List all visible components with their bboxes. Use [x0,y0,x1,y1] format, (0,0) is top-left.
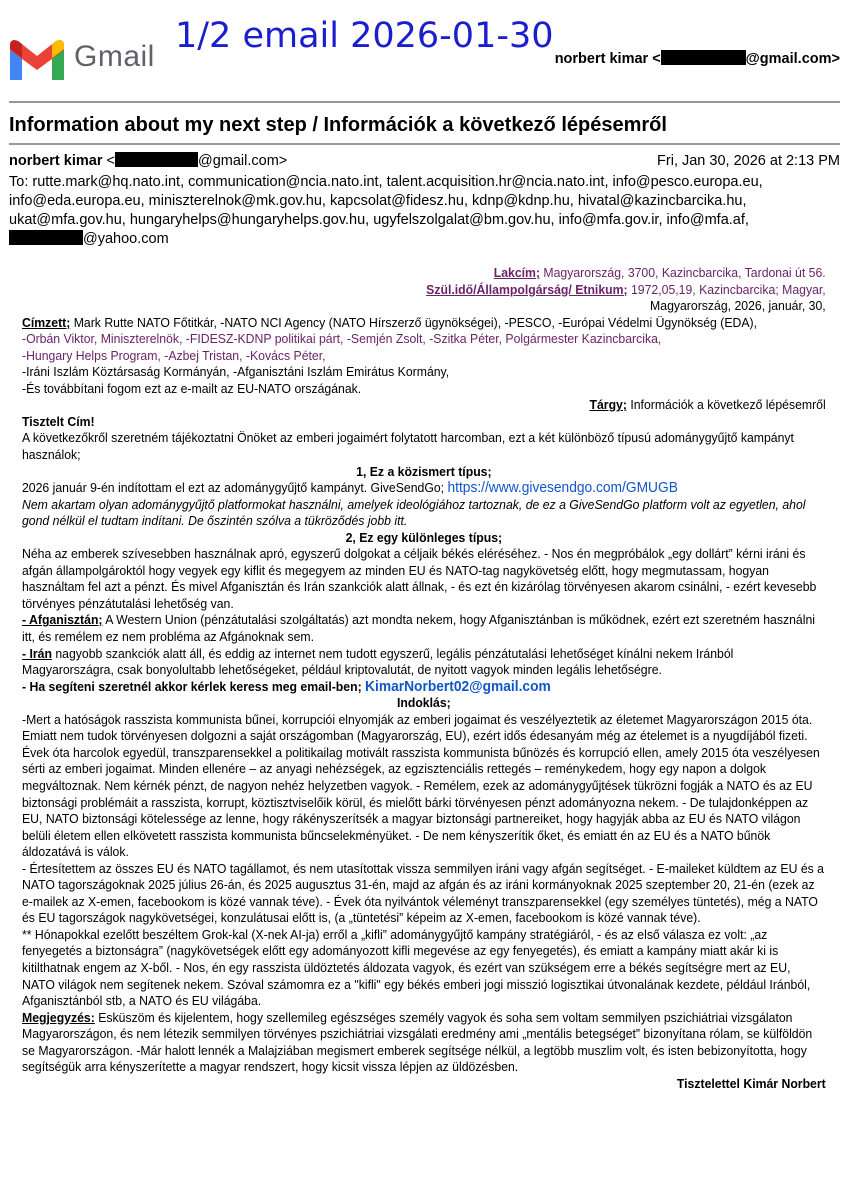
account-name: norbert kimar < [554,51,661,67]
help-line [22,679,826,696]
email-subject: Information about my next step / Információk a következő lépésemről [9,114,667,136]
birth-line [22,282,826,299]
note-text: Esküszöm és kijelentem, hogy szellemileg egészséges személy vagyok és soha sem voltam semmilyen pszichiátriai vizsgálaton Magyarországon, és nem létezik semmilyen törvényes pszichiátriai vizsgálati eredmény ami „mentális betegséget” bizonyítana rólam, se külföldön se Magyarországon. -Már halott lennék a Malajziában megismert emberek segítsége nélkül, a legtöbb muszlim volt, és isten bebizonyította, hogy segítségük arra kényszerítette a magyar rendszert, hogy kicsit vissza lépjen az üldözésben. [22,1009,813,1075]
to-line-suffix: @yahoo.com [83,231,169,247]
place-date: Magyarország, 2026, január, 30, [650,298,826,314]
reason-paragraph: - Értesítettem az összes EU és NATO tagállamot, és nem utasítottak vissza semmilyen iráni vagy afgán segítséget. - E-maileket küldtem az EU és a NATO tagországoknak 2025 július 26-án, és 2025 augusztus 31-én, majd az afgán és az iráni kormányoknak 2025 szeptember 20, 21-én (ezek az e-mailek az X-emen, facebookom is közé vannak téve). - Évek óta nyilvántok véleményt transzparensekkel (egy személyes tüntetés), még a NATO és EU tagországok nagykövetségei, konzulátusai előtt is, (a „tüntetési” képeim az X-emen, facebookom is közé vannak téve). [22,860,824,926]
signature: Tisztelettel Kimár Norbert [676,1075,826,1091]
recipients [9,173,840,249]
recipient-line: -Hungary Helps Program, -Azbej Tristan, -Kovács Péter, [22,347,326,363]
header-divider [9,101,840,103]
givesendgo-link[interactable]: https://www.givesendgo.com/GMUGB [447,480,678,497]
afghanistan-paragraph [22,612,826,645]
to-line [9,230,840,249]
redaction-bar [661,50,746,65]
address-label: Lakcím; [493,265,541,280]
iran-paragraph [22,646,826,679]
recipient-line: -És továbbítani fogom ezt az e-mailt az EU-NATO országának. [22,380,362,396]
sender-row [9,152,840,171]
recipient-line: -Orbán Viktor, Miniszterelnök, -FIDESZ-KDNP politikai párt, -Semjén Zsolt, -Szitka Péter, Polgármester Kazincbarcika, [22,331,662,347]
section1-text: 2026 január 9-én indítottam el ezt az adománygyűjtő kampányt. GiveSendGo; [22,480,448,496]
afghanistan-text: A Western Union (pénzátutalási szolgáltatás) azt mondta nekem, hogy Afganisztánban is működnek, ezért ezt szeretném használni itt, és remélem ez nem probléma az Afgánoknak sem. [22,612,815,645]
recipient-line [22,315,826,332]
letter-body [22,265,826,1092]
greeting: Tisztelt Cím! [22,413,95,429]
contact-email-link[interactable]: KimarNorbert02@gmail.com [365,678,551,695]
letter-subject [22,397,826,414]
section1-paragraph [22,480,826,497]
sender-prefix: < [102,153,115,169]
recipient-line: -Iráni Iszlám Köztársaság Kormányán, -Afganisztáni Iszlám Emirátus Kormány, [22,364,450,380]
section-title: 2, Ez egy különleges típus; [345,529,503,545]
address-value: Magyarország, 3700, Kazincbarcika, Tardonai út 56. [540,265,826,280]
birth-label: Szül.idő/Állampolgárság/ Etnikum; [426,281,628,297]
afghanistan-label: - Afganisztán; [22,612,103,628]
intro-paragraph: A következőkről szeretném tájékoztatni Önöket az emberi jogaimért folytatott harcomban, ezt a két különböző típusú adománygyűjtő kampányt használok; [22,430,794,463]
to-line: info@eda.europa.eu, miniszterelnok@mk.gov.hu, kapcsolat@fidesz.hu, kdnp@kdnp.hu, hivatal@kazincbarcika.hu, [9,193,747,209]
account-line [555,50,840,67]
note-label: Megjegyzés: [22,1009,95,1025]
to-line: ukat@mfa.gov.hu, hungaryhelps@hungaryhelps.gov.hu, ugyfelszolgalat@bm.gov.hu, info@mfa.gov.ir, info@mfa.af, [9,212,749,228]
sender [9,152,287,171]
birth-value: 1972,05,19, Kazincbarcika; Magyar, [627,281,826,297]
redaction-bar [115,152,198,167]
reason-paragraph: -Mert a hatóságok rasszista kommunista bűnei, korrupciói elnyomják az emberi jogaimat és veszélyeztetik az életemet Magyarországon 2015 óta. Emiatt nem tudok törvényesen dolgozni a saját országomban (Magyarország, EU), ezért idős édesanyám még az ételemet is a nyugdíjából fizeti. Évek óta harcolok egyedül, transzparensekkel a politikailag motivált rasszista kommunista bűnözés és korrupció ellen, amely 2015 óta veszélyesen sérti az emberi jogaimat. Minden ellenére – az anyagi nehézségek, az egzisztenciális rettegés – reménykedem, hogy egy napon a dolgok megváltoznak. Nem kérnék pénzt, de nagyon nehéz helyzetben vagyok. - Remélem, ezek az adománygyűjtések tükrözni fogják a NATO és az EU biztonsági problémáit a rasszista, korrupt, köztisztviselőik körül, és mielőtt bárki törvényesen pénzt adományozna nekem. - De tulajdonképpen az EU, NATO biztonsági kötelessége az lenne, hogy rákényszerítsék a magyar biztonsági partnereiket, hogy hagyják abba az EU és NATO világon belüli életem ellen elkövetett rasszista kommunista bűncselekményüket. - De nem kényszerítik őket, és emiatt én az EU és a NATO bűnök áldozatává is válok. [22,711,820,860]
section-title: 1, Ez a közismert típus; [356,463,492,479]
subject-divider [9,143,840,145]
gmail-wordmark: Gmail [74,40,155,73]
section-title: Indoklás; [396,695,451,711]
to-line: To: rutte.mark@hq.nato.int, communication@ncia.nato.int, talent.acquisition.hr@ncia.nato.int, info@pesco.europa.eu, [9,174,763,190]
address-line [22,265,826,282]
help-text: - Ha segíteni szeretnél akkor kérlek keress meg email-ben; [22,678,366,694]
sender-name: norbert kimar [9,153,103,169]
reason-paragraph: ** Hónapokkal ezelőtt beszéltem Grok-kal (X-nek AI-ja) erről a „kifli” adománygyűjtő kampány stratégiáról, - és az első válasza ez volt: „az fenyegetés a biztonságra” (nagykövetségek előtt egy adományozott kifli megevése az egy fenyegetés), és emiatt a kampány miatt akár ki is kitilthatnak engem az X-ből. - Nos, én egy rasszista üldöztetés áldozata vagyok, és ezért van szükségem erre a békés segítségre mert az EU, NATO világok nem segítenek nekem. Szóval számomra ez a "kifli" egy békés emberi jogi misszió logisztikai útvonalának kezdete, például Iránból, Afganisztánból stb, a NATO és EU világába. [22,926,811,1009]
email-stamp: 1/2 email 2026-01-30 [175,16,554,56]
recipient-text: Mark Rutte NATO Főtitkár, -NATO NCI Agency (NATO Hírszerző ügynökségei), -PESCO, -Európai Védelmi Ügynökség (EDA), [70,314,758,330]
email-date: Fri, Jan 30, 2026 at 2:13 PM [657,153,840,169]
section1-note: Nem akartam olyan adománygyűjtő platformokat használni, amelyek ideológiához tartoznak, de ez a GiveSendGo platform volt az egyetlen, ahol gond nélkül el tudtam indítani. De őszintén szólva a tükröződés jobb itt. [22,496,806,529]
iran-label: - Irán [22,645,52,661]
letter-subject-label: Tárgy; [589,397,627,413]
account-suffix: @gmail.com> [745,51,840,67]
letter-subject-value: Információk a következő lépésemről [626,397,826,413]
recipient-label: Címzett; [22,314,71,330]
page-header [0,0,849,100]
iran-text: nagyobb szankciók alatt áll, és eddig az internet nem tudott egyszerű, legális pénzátutalási lehetőséget kínálni nekem Iránból Magyarországra, csak bonyolultabb lehetőségeket, például kriptovalutát, de nyitott vagyok minden legális lehetőségre. [22,645,734,678]
sender-suffix: @gmail.com> [197,153,288,169]
section2-paragraph: Néha az emberek szívesebben használnak apró, egyszerű dolgokat a céljaik békés eléréséhez. - Nos én megpróbálok „egy dollárt” kérni iráni és afgán állampolgároktól hogy vegyek egy kiflit és megegyem az minden EU és NATO-tag nagykövetség előtt, hogy megmutassam, hogyan használtam fel azt a pénzt. És mivel Afganisztán és Irán szankciók alatt állnak, - és ezt én kizárólag törvényesen akarom csinálni, - ezért kevesebb törvényes pénzátutalási lehetőség van. [22,546,817,611]
redaction-bar [9,230,83,245]
note-paragraph [22,1010,826,1076]
